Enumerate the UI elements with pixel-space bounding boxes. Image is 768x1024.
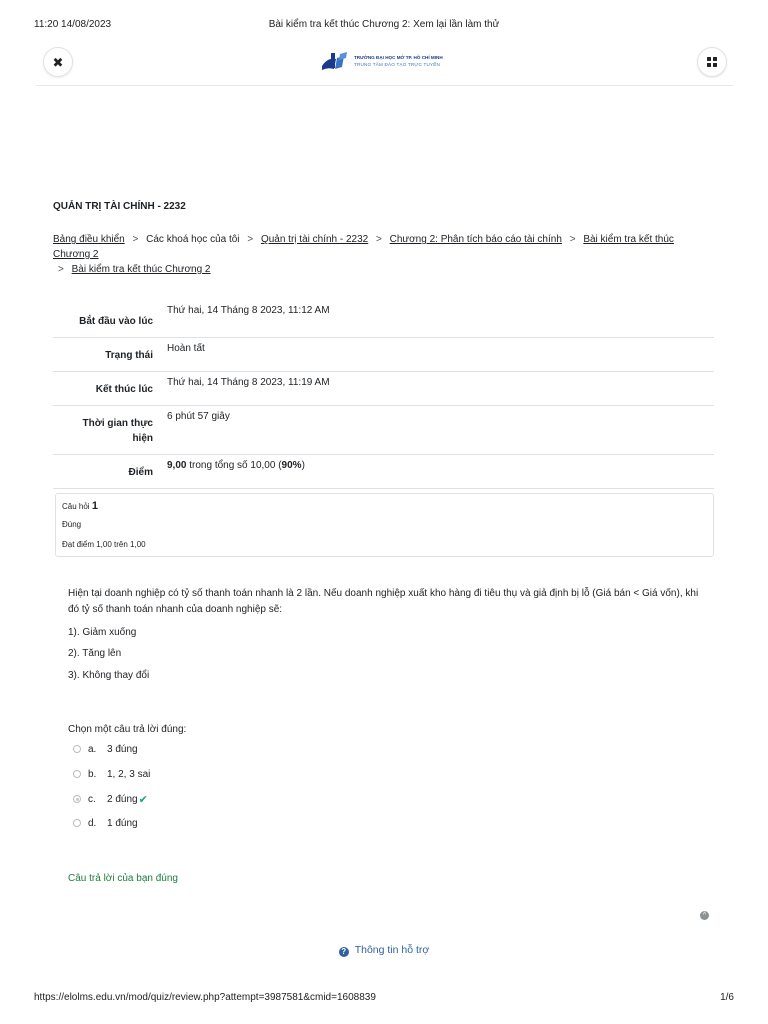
summary-row-completed bbox=[53, 371, 714, 405]
answer-text: 1, 2, 3 sai bbox=[107, 768, 151, 780]
support-label: Thông tin hỗ trợ bbox=[354, 944, 430, 956]
breadcrumb-course[interactable]: Quản trị tài chính - 2232 bbox=[260, 234, 369, 245]
back-to-top-button[interactable] bbox=[700, 911, 709, 920]
header-divider bbox=[36, 85, 733, 86]
print-url: https://elolms.edu.vn/mod/quiz/review.php?attempt=3987581&cmid=1608839 bbox=[34, 992, 376, 1003]
answer-letter: d. bbox=[88, 817, 97, 829]
answer-letter: c. bbox=[88, 793, 96, 805]
started-value: Thứ hai, 14 Tháng 8 2023, 11:12 AM bbox=[167, 305, 330, 316]
breadcrumb-separator: > bbox=[58, 264, 64, 275]
breadcrumb-separator: > bbox=[132, 234, 139, 245]
question-number: Câu hỏi 1 bbox=[62, 500, 98, 512]
correct-check-icon: ✔ bbox=[138, 793, 148, 806]
breadcrumb-quiz-review[interactable]: Bài kiểm tra kết thúc Chương 2 bbox=[71, 264, 211, 275]
breadcrumb-separator: > bbox=[569, 234, 576, 245]
time-taken-value: 6 phút 57 giây bbox=[167, 410, 230, 422]
answer-letter: a. bbox=[88, 743, 97, 755]
answer-text: 3 đúng bbox=[107, 743, 138, 755]
state-value: Hoàn tất bbox=[167, 342, 205, 354]
statement-3: 3). Không thay đổi bbox=[68, 670, 150, 681]
completed-value: Thứ hai, 14 Tháng 8 2023, 11:19 AM bbox=[167, 376, 330, 388]
page-title: QUẢN TRỊ TÀI CHÍNH - 2232 bbox=[53, 201, 186, 212]
print-page-number: 1/6 bbox=[720, 992, 734, 1003]
state-label: Trạng thái bbox=[105, 349, 153, 361]
answer-feedback: Câu trả lời của bạn đúng bbox=[68, 873, 178, 884]
answer-option-d[interactable] bbox=[73, 816, 138, 830]
breadcrumb-separator: > bbox=[376, 234, 382, 245]
close-button[interactable] bbox=[43, 47, 73, 77]
question-text: Hiện tại doanh nghiệp có tỷ số thanh toán nhanh là 2 lần. Nếu doanh nghiệp xuất kho hàng đi tiêu thụ và giả định bị lỗ (Giá bán < Giá vốn), khi đó tỷ số thanh toán nhanh của doanh nghiệp sẽ: bbox=[68, 588, 699, 615]
grid-icon bbox=[707, 57, 717, 67]
question-mark: Đạt điểm 1,00 trên 1,00 bbox=[62, 540, 146, 549]
statement-2: 2). Tăng lên bbox=[68, 648, 122, 659]
question-circle-icon: ? bbox=[339, 947, 349, 957]
print-title: Bài kiểm tra kết thúc Chương 2: Xem lại lần làm thử bbox=[268, 19, 500, 30]
summary-row-time bbox=[53, 405, 714, 454]
answer-prompt: Chọn một câu trả lời đúng: bbox=[68, 724, 187, 735]
summary-row-started bbox=[53, 300, 714, 337]
breadcrumb-separator: > bbox=[247, 234, 254, 245]
grade-value: 9,00 trong tổng số 10,00 (90%) bbox=[167, 459, 305, 471]
answer-option-b[interactable] bbox=[73, 767, 150, 781]
completed-label: Kết thúc lúc bbox=[95, 383, 153, 395]
logo-line-1: TRƯỜNG ĐẠI HỌC MỞ TP. HỒ CHÍ MINH bbox=[354, 55, 443, 61]
logo-line-2: TRUNG TÂM ĐÀO TẠO TRỰC TUYẾN bbox=[354, 62, 441, 67]
time-taken-label: Thời gian thực hiện bbox=[82, 417, 153, 444]
answer-option-c[interactable] bbox=[73, 792, 148, 806]
radio-button-checked[interactable] bbox=[73, 795, 81, 803]
drawer-toggle-button[interactable] bbox=[697, 47, 727, 77]
close-icon: ✖ bbox=[52, 54, 64, 70]
breadcrumb-section[interactable]: Chương 2: Phân tích báo cáo tài chính bbox=[389, 234, 562, 245]
summary-row-grade bbox=[53, 454, 714, 488]
print-datetime: 11:20 14/08/2023 bbox=[34, 19, 112, 30]
answer-text: 2 đúng bbox=[107, 793, 138, 805]
site-logo[interactable] bbox=[320, 50, 455, 74]
attempt-summary-table bbox=[53, 300, 714, 489]
radio-button[interactable] bbox=[73, 819, 81, 827]
logo-icon bbox=[320, 51, 350, 73]
breadcrumb bbox=[53, 232, 713, 277]
answer-option-a[interactable] bbox=[73, 742, 138, 756]
summary-row-state bbox=[53, 337, 714, 371]
radio-button[interactable] bbox=[73, 770, 81, 778]
breadcrumb-quiz[interactable]: Bài kiểm tra kết thúc Chương 2 bbox=[53, 234, 674, 260]
started-label: Bắt đầu vào lúc bbox=[79, 315, 153, 327]
question-info-box bbox=[55, 493, 714, 557]
chevron-up-icon: ^ bbox=[702, 912, 707, 919]
answer-letter: b. bbox=[88, 768, 97, 780]
breadcrumb-dashboard[interactable]: Bảng điều khiển bbox=[53, 234, 125, 245]
answer-text: 1 đúng bbox=[107, 817, 138, 829]
grade-label: Điểm bbox=[128, 466, 153, 478]
radio-button[interactable] bbox=[73, 745, 81, 753]
statement-1: 1). Giảm xuống bbox=[68, 627, 137, 638]
breadcrumb-my-courses: Các khoá học của tôi bbox=[146, 234, 240, 245]
question-state: Đúng bbox=[62, 520, 82, 529]
support-link[interactable] bbox=[0, 944, 768, 957]
